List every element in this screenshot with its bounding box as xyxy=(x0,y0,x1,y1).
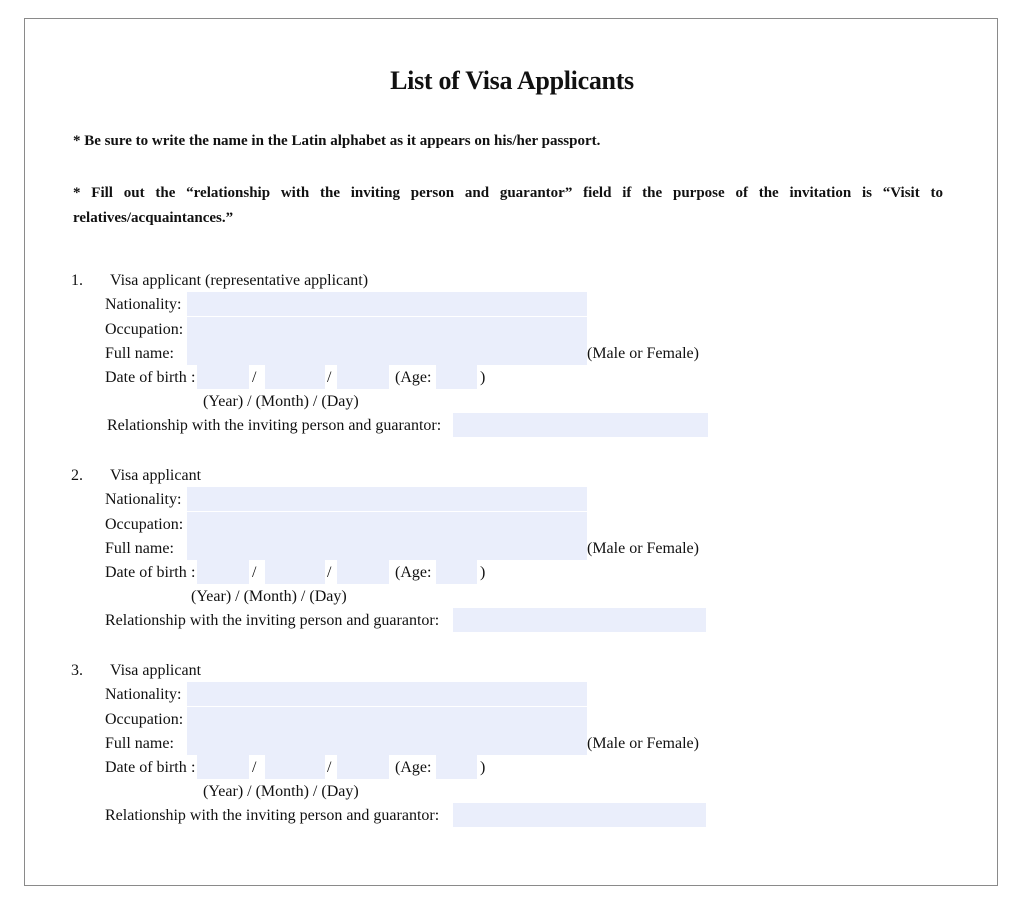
relationship-note-line1: * Fill out the “relationship with the inviting person and guarantor” field if the purpose of the invitation is “Visit to xyxy=(73,185,943,201)
nationality-label: Nationality: xyxy=(105,491,182,508)
date-of-birth-label: Date of birth xyxy=(105,369,187,386)
date-separator: / xyxy=(252,564,257,581)
applicant-section-3 xyxy=(25,661,999,851)
date-format-hint: (Year) / (Month) / (Day) xyxy=(203,783,359,800)
date-format-hint: (Year) / (Month) / (Day) xyxy=(203,393,359,410)
birth-day-field[interactable] xyxy=(337,755,389,779)
occupation-field[interactable] xyxy=(187,512,587,536)
page-title: List of Visa Applicants xyxy=(390,66,634,95)
relationship-note-line2: relatives/acquaintances.” xyxy=(73,210,234,226)
applicant-heading: Visa applicant xyxy=(110,467,202,484)
applicant-heading: Visa applicant xyxy=(110,662,202,679)
full-name-field[interactable] xyxy=(187,341,587,365)
date-of-birth-label: Date of birth xyxy=(105,564,187,581)
full-name-label: Full name: xyxy=(105,735,174,752)
occupation-field[interactable] xyxy=(187,707,587,731)
relationship-label: Relationship with the inviting person and guarantor: xyxy=(105,807,440,824)
occupation-label: Occupation: xyxy=(105,516,184,533)
age-label: (Age: xyxy=(395,369,432,386)
applicant-number: 2. xyxy=(71,467,83,484)
age-field[interactable] xyxy=(436,560,477,584)
birth-year-field[interactable] xyxy=(197,560,249,584)
birth-year-field[interactable] xyxy=(197,365,249,389)
relationship-note xyxy=(73,181,943,231)
applicant-section-2 xyxy=(25,466,999,656)
birth-month-field[interactable] xyxy=(265,560,325,584)
gender-hint: (Male or Female) xyxy=(587,540,699,557)
birth-month-field[interactable] xyxy=(265,755,325,779)
relationship-label: Relationship with the inviting person and guarantor: xyxy=(107,417,442,434)
occupation-field[interactable] xyxy=(187,317,587,341)
birth-year-field[interactable] xyxy=(197,755,249,779)
birth-day-field[interactable] xyxy=(337,365,389,389)
relationship-label: Relationship with the inviting person and guarantor: xyxy=(105,612,440,629)
birth-day-field[interactable] xyxy=(337,560,389,584)
applicant-heading: Visa applicant (representative applicant) xyxy=(110,272,369,289)
age-label: (Age: xyxy=(395,759,432,776)
latin-alphabet-note: * Be sure to write the name in the Latin alphabet as it appears on his/her passport. xyxy=(73,133,601,149)
applicant-number: 3. xyxy=(71,662,83,679)
nationality-field[interactable] xyxy=(187,487,587,511)
occupation-label: Occupation: xyxy=(105,321,184,338)
nationality-field[interactable] xyxy=(187,292,587,316)
age-field[interactable] xyxy=(436,755,477,779)
full-name-field[interactable] xyxy=(187,536,587,560)
form-page xyxy=(24,18,998,886)
date-separator: / xyxy=(327,369,332,386)
date-of-birth-colon: : xyxy=(191,369,196,386)
age-label: (Age: xyxy=(395,564,432,581)
nationality-label: Nationality: xyxy=(105,296,182,313)
date-of-birth-colon: : xyxy=(191,564,196,581)
date-separator: / xyxy=(327,564,332,581)
date-of-birth-colon: : xyxy=(191,759,196,776)
age-close: ) xyxy=(480,369,486,386)
relationship-field[interactable] xyxy=(453,413,708,437)
birth-month-field[interactable] xyxy=(265,365,325,389)
applicant-number: 1. xyxy=(71,272,83,289)
nationality-field[interactable] xyxy=(187,682,587,706)
date-format-hint: (Year) / (Month) / (Day) xyxy=(191,588,347,605)
relationship-field[interactable] xyxy=(453,608,706,632)
full-name-label: Full name: xyxy=(105,540,174,557)
occupation-label: Occupation: xyxy=(105,711,184,728)
gender-hint: (Male or Female) xyxy=(587,345,699,362)
age-field[interactable] xyxy=(436,365,477,389)
age-close: ) xyxy=(480,564,486,581)
date-of-birth-label: Date of birth xyxy=(105,759,187,776)
date-separator: / xyxy=(327,759,332,776)
age-close: ) xyxy=(480,759,486,776)
gender-hint: (Male or Female) xyxy=(587,735,699,752)
relationship-field[interactable] xyxy=(453,803,706,827)
date-separator: / xyxy=(252,759,257,776)
nationality-label: Nationality: xyxy=(105,686,182,703)
full-name-field[interactable] xyxy=(187,731,587,755)
date-separator: / xyxy=(252,369,257,386)
full-name-label: Full name: xyxy=(105,345,174,362)
applicant-section-1 xyxy=(25,271,999,461)
